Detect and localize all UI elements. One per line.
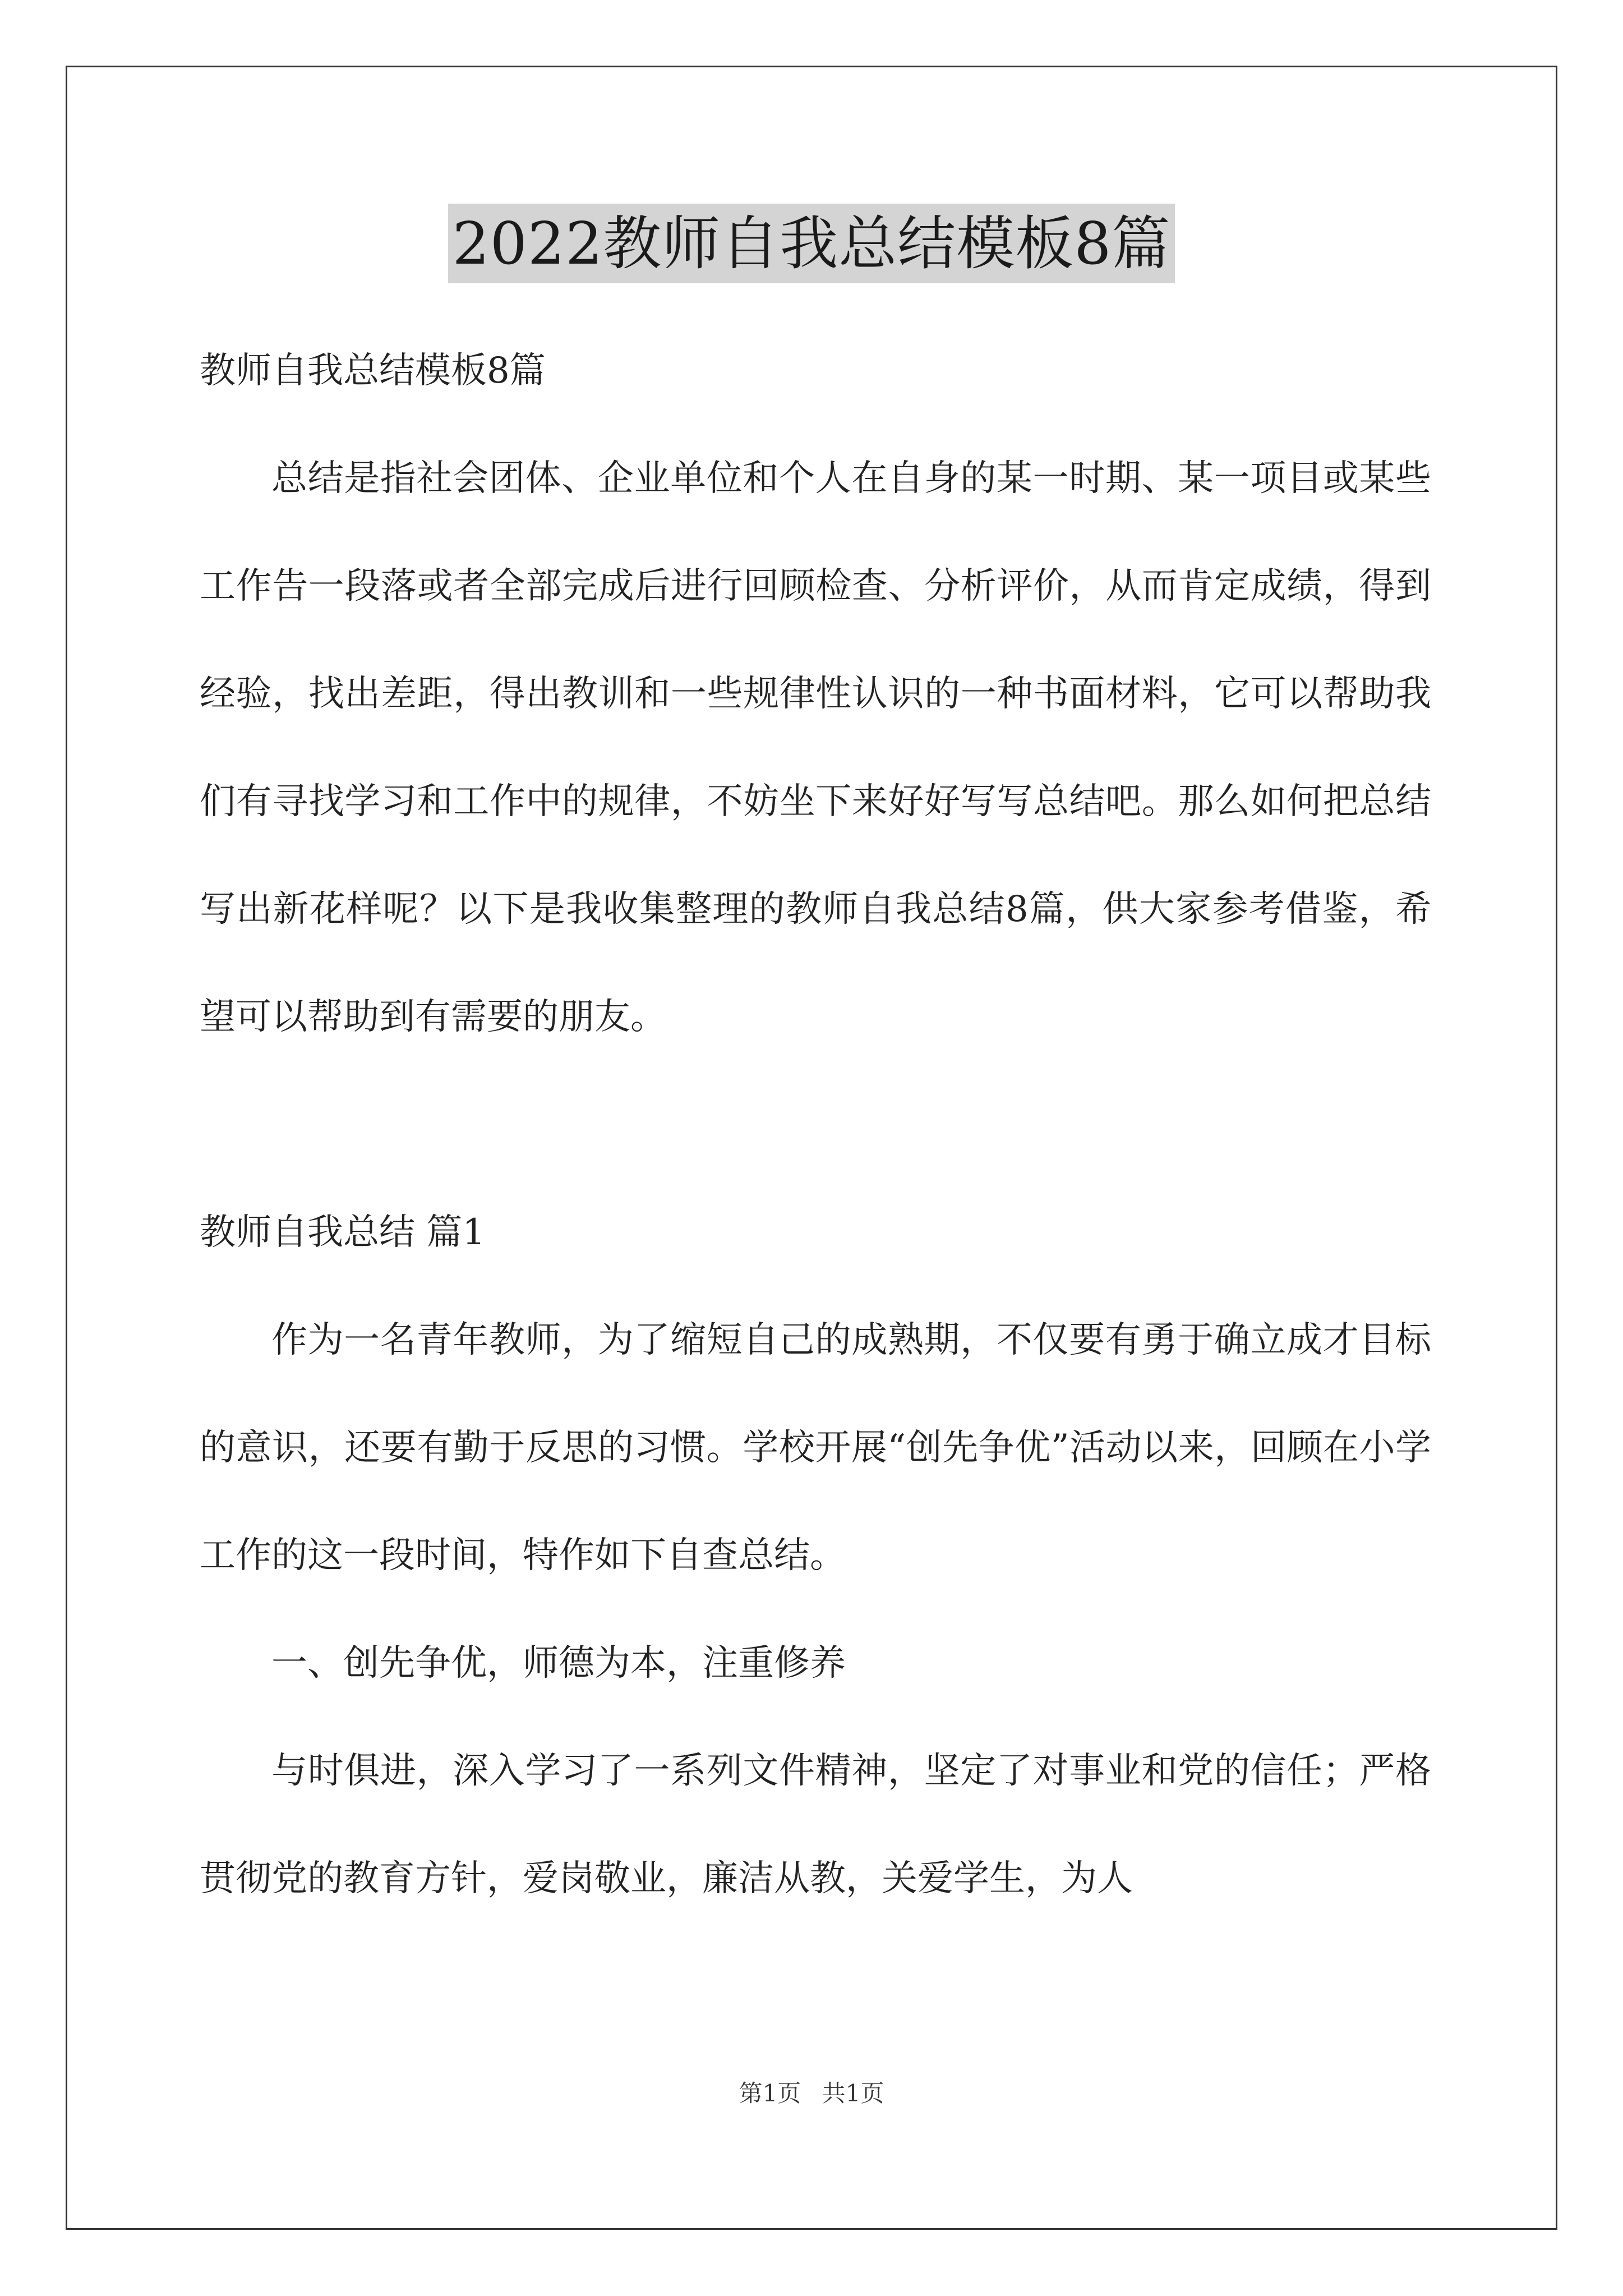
intro-paragraph: 总结是指社会团体、企业单位和个人在自身的某一时期、某一项目或某些工作告一段落或者全部完成后进行回顾检查、分析评价，从而肯定成绩，得到经验，找出差距，得出教训和一些规律性认识的一种书面材料，它可以帮助我们有寻找学习和工作中的规律，不妨坐下来好好写写总结吧。那么如何把总结写出新花样呢？以下是我收集整理的教师自我总结8篇，供大家参考借鉴，希望可以帮助到有需要的朋友。 xyxy=(200,458,1431,1038)
page-footer xyxy=(0,2077,1623,2110)
document-body xyxy=(200,317,1431,1932)
section-heading: 教师自我总结 篇1 xyxy=(200,1212,486,1253)
page-total: 共1页 xyxy=(822,2079,884,2107)
paragraph-spacer xyxy=(200,1071,1431,1179)
section-paragraph: 作为一名青年教师，为了缩短自己的成熟期，不仅要有勇于确立成才目标的意识，还要有勤于反思的习惯。学校开展“创先争优”活动以来，回顾在小学工作的这一段时间，特作如下自查总结。 xyxy=(200,1319,1431,1576)
document-title: 2022教师自我总结模板8篇 xyxy=(448,204,1175,283)
document-subtitle: 教师自我总结模板8篇 xyxy=(200,350,546,392)
page-number: 第1页 xyxy=(739,2079,801,2107)
section-paragraph-2: 与时俱进，深入学习了一系列文件精神，坚定了对事业和党的信任；严格贯彻党的教育方针，爱岗敬业，廉洁从教，关爱学生，为人 xyxy=(200,1750,1431,1899)
title-container xyxy=(0,204,1623,283)
section-point-heading: 一、创先争优，师德为本，注重修养 xyxy=(271,1642,846,1684)
